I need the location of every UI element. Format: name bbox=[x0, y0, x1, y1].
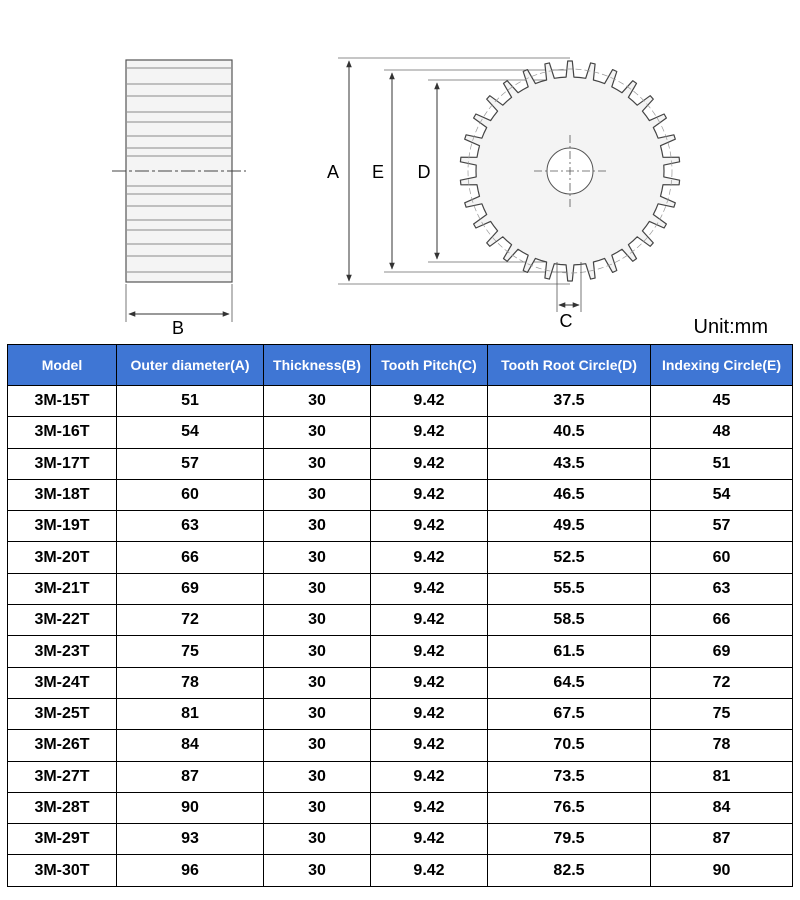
cell-indexing-circle: 45 bbox=[651, 386, 793, 417]
cell-tooth-root-circle: 76.5 bbox=[488, 792, 651, 823]
header-outer-diameter: Outer diameter(A) bbox=[117, 345, 264, 386]
label-c: C bbox=[559, 311, 573, 331]
cell-tooth-pitch: 9.42 bbox=[371, 605, 488, 636]
unit-label: Unit:mm bbox=[693, 316, 768, 338]
cell-thickness: 30 bbox=[264, 792, 371, 823]
table-row bbox=[8, 573, 793, 604]
cell-thickness: 30 bbox=[264, 824, 371, 855]
cell-outer-diameter: 81 bbox=[117, 698, 264, 729]
cell-tooth-pitch: 9.42 bbox=[371, 636, 488, 667]
cell-indexing-circle: 87 bbox=[651, 824, 793, 855]
cell-tooth-root-circle: 46.5 bbox=[488, 479, 651, 510]
table-row bbox=[8, 698, 793, 729]
cell-outer-diameter: 90 bbox=[117, 792, 264, 823]
table-row bbox=[8, 667, 793, 698]
cell-tooth-pitch: 9.42 bbox=[371, 761, 488, 792]
cell-tooth-pitch: 9.42 bbox=[371, 386, 488, 417]
table-row bbox=[8, 511, 793, 542]
cell-model: 3M-23T bbox=[8, 636, 117, 667]
label-a: A bbox=[326, 162, 340, 182]
cell-indexing-circle: 63 bbox=[651, 573, 793, 604]
cell-model: 3M-28T bbox=[8, 792, 117, 823]
cell-thickness: 30 bbox=[264, 479, 371, 510]
cell-model: 3M-16T bbox=[8, 417, 117, 448]
cell-model: 3M-15T bbox=[8, 386, 117, 417]
cell-model: 3M-25T bbox=[8, 698, 117, 729]
cell-model: 3M-26T bbox=[8, 730, 117, 761]
cell-tooth-root-circle: 70.5 bbox=[488, 730, 651, 761]
table-row bbox=[8, 824, 793, 855]
cell-outer-diameter: 69 bbox=[117, 573, 264, 604]
cell-tooth-root-circle: 73.5 bbox=[488, 761, 651, 792]
cell-model: 3M-27T bbox=[8, 761, 117, 792]
table-row bbox=[8, 605, 793, 636]
cell-indexing-circle: 57 bbox=[651, 511, 793, 542]
cell-outer-diameter: 57 bbox=[117, 448, 264, 479]
cell-model: 3M-19T bbox=[8, 511, 117, 542]
table-row bbox=[8, 636, 793, 667]
spec-table bbox=[7, 344, 793, 887]
cell-indexing-circle: 72 bbox=[651, 667, 793, 698]
cell-tooth-pitch: 9.42 bbox=[371, 730, 488, 761]
cell-outer-diameter: 75 bbox=[117, 636, 264, 667]
cell-thickness: 30 bbox=[264, 761, 371, 792]
cell-indexing-circle: 54 bbox=[651, 479, 793, 510]
table-row bbox=[8, 479, 793, 510]
cell-tooth-root-circle: 79.5 bbox=[488, 824, 651, 855]
pulley-side-view bbox=[112, 60, 246, 338]
cell-tooth-pitch: 9.42 bbox=[371, 855, 488, 886]
cell-tooth-pitch: 9.42 bbox=[371, 824, 488, 855]
cell-model: 3M-29T bbox=[8, 824, 117, 855]
table-row bbox=[8, 448, 793, 479]
table-row bbox=[8, 542, 793, 573]
cell-indexing-circle: 48 bbox=[651, 417, 793, 448]
cell-thickness: 30 bbox=[264, 542, 371, 573]
cell-outer-diameter: 93 bbox=[117, 824, 264, 855]
cell-thickness: 30 bbox=[264, 448, 371, 479]
cell-thickness: 30 bbox=[264, 605, 371, 636]
cell-thickness: 30 bbox=[264, 855, 371, 886]
cell-tooth-root-circle: 43.5 bbox=[488, 448, 651, 479]
cell-model: 3M-18T bbox=[8, 479, 117, 510]
table-row bbox=[8, 855, 793, 886]
header-tooth-root-circle: Tooth Root Circle(D) bbox=[488, 345, 651, 386]
cell-thickness: 30 bbox=[264, 573, 371, 604]
cell-thickness: 30 bbox=[264, 417, 371, 448]
cell-indexing-circle: 60 bbox=[651, 542, 793, 573]
cell-tooth-root-circle: 49.5 bbox=[488, 511, 651, 542]
label-e: E bbox=[371, 162, 385, 182]
label-d: D bbox=[417, 162, 431, 182]
table-row bbox=[8, 730, 793, 761]
header-model: Model bbox=[8, 345, 117, 386]
cell-model: 3M-21T bbox=[8, 573, 117, 604]
header-tooth-pitch: Tooth Pitch(C) bbox=[371, 345, 488, 386]
cell-tooth-root-circle: 58.5 bbox=[488, 605, 651, 636]
cell-tooth-pitch: 9.42 bbox=[371, 667, 488, 698]
cell-tooth-pitch: 9.42 bbox=[371, 511, 488, 542]
cell-outer-diameter: 63 bbox=[117, 511, 264, 542]
cell-outer-diameter: 51 bbox=[117, 386, 264, 417]
cell-model: 3M-22T bbox=[8, 605, 117, 636]
cell-model: 3M-30T bbox=[8, 855, 117, 886]
cell-thickness: 30 bbox=[264, 511, 371, 542]
cell-tooth-root-circle: 55.5 bbox=[488, 573, 651, 604]
cell-outer-diameter: 84 bbox=[117, 730, 264, 761]
cell-thickness: 30 bbox=[264, 386, 371, 417]
cell-tooth-root-circle: 61.5 bbox=[488, 636, 651, 667]
cell-indexing-circle: 84 bbox=[651, 792, 793, 823]
cell-thickness: 30 bbox=[264, 636, 371, 667]
table-row bbox=[8, 761, 793, 792]
cell-tooth-root-circle: 82.5 bbox=[488, 855, 651, 886]
cell-model: 3M-20T bbox=[8, 542, 117, 573]
table-row bbox=[8, 386, 793, 417]
cell-thickness: 30 bbox=[264, 667, 371, 698]
cell-indexing-circle: 66 bbox=[651, 605, 793, 636]
cell-thickness: 30 bbox=[264, 698, 371, 729]
cell-tooth-pitch: 9.42 bbox=[371, 792, 488, 823]
cell-indexing-circle: 90 bbox=[651, 855, 793, 886]
cell-tooth-root-circle: 67.5 bbox=[488, 698, 651, 729]
cell-outer-diameter: 78 bbox=[117, 667, 264, 698]
cell-outer-diameter: 60 bbox=[117, 479, 264, 510]
table-header-row bbox=[8, 345, 793, 386]
table-row bbox=[8, 417, 793, 448]
cell-outer-diameter: 54 bbox=[117, 417, 264, 448]
table-row bbox=[8, 792, 793, 823]
cell-tooth-pitch: 9.42 bbox=[371, 698, 488, 729]
cell-indexing-circle: 75 bbox=[651, 698, 793, 729]
cell-tooth-pitch: 9.42 bbox=[371, 573, 488, 604]
cell-model: 3M-17T bbox=[8, 448, 117, 479]
cell-tooth-pitch: 9.42 bbox=[371, 479, 488, 510]
cell-indexing-circle: 69 bbox=[651, 636, 793, 667]
cell-indexing-circle: 78 bbox=[651, 730, 793, 761]
label-b: B bbox=[171, 318, 185, 338]
cell-thickness: 30 bbox=[264, 730, 371, 761]
cell-outer-diameter: 96 bbox=[117, 855, 264, 886]
cell-outer-diameter: 66 bbox=[117, 542, 264, 573]
pulley-front-view bbox=[322, 58, 680, 331]
cell-tooth-root-circle: 64.5 bbox=[488, 667, 651, 698]
cell-indexing-circle: 81 bbox=[651, 761, 793, 792]
cell-tooth-pitch: 9.42 bbox=[371, 448, 488, 479]
header-thickness: Thickness(B) bbox=[264, 345, 371, 386]
header-indexing-circle: Indexing Circle(E) bbox=[651, 345, 793, 386]
cell-indexing-circle: 51 bbox=[651, 448, 793, 479]
pulley-diagram bbox=[0, 0, 800, 340]
cell-tooth-pitch: 9.42 bbox=[371, 542, 488, 573]
cell-outer-diameter: 72 bbox=[117, 605, 264, 636]
cell-tooth-root-circle: 52.5 bbox=[488, 542, 651, 573]
cell-model: 3M-24T bbox=[8, 667, 117, 698]
cell-tooth-root-circle: 37.5 bbox=[488, 386, 651, 417]
cell-tooth-pitch: 9.42 bbox=[371, 417, 488, 448]
cell-outer-diameter: 87 bbox=[117, 761, 264, 792]
cell-tooth-root-circle: 40.5 bbox=[488, 417, 651, 448]
